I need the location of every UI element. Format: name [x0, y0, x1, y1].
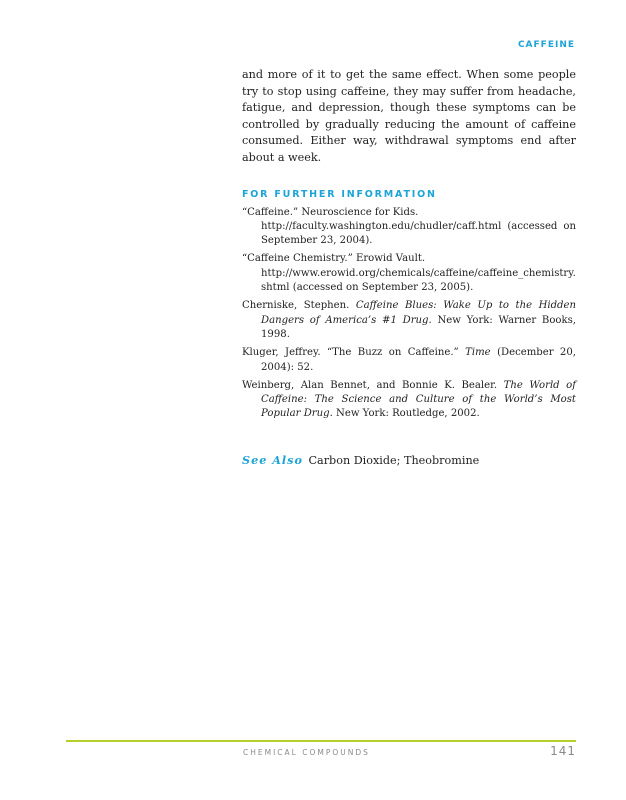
reference-lead: “Caffeine Chemistry.” Erowid Vault. — [242, 253, 426, 265]
reference-access-date: (accessed on September 23, 2005). — [292, 282, 474, 294]
footer-book-title: CHEMICAL COMPOUNDS — [243, 748, 370, 757]
reference-item — [242, 346, 576, 375]
reference-publisher: (December 20, 2004): 52. — [261, 347, 576, 373]
reference-item — [242, 299, 576, 342]
reference-publisher: New York: Warner Books, 1998. — [261, 314, 576, 340]
further-info-heading: FOR FURTHER INFORMATION — [242, 188, 437, 200]
reference-publisher: New York: Routledge, 2002. — [336, 408, 480, 420]
page-content — [242, 67, 576, 469]
reference-author: Kluger, Jeffrey. “The Buzz on Caffeine.” — [242, 347, 459, 359]
reference-title: The World of Caffeine: The Science and Culture of the World’s Most Popular Drug. — [261, 379, 576, 420]
body-paragraph: and more of it to get the same effect. When some people try to stop using caffeine, they may suffer from headache, fatigue, and depression, though these symptoms can be controlled by gradually reducing the amount of caffeine consumed. Either way, withdrawal symptoms end after about a week. — [242, 68, 576, 164]
reference-list — [242, 206, 576, 422]
see-also — [242, 452, 576, 469]
footer-rule — [66, 740, 576, 742]
reference-item — [242, 252, 576, 295]
reference-author: Weinberg, Alan Bennet, and Bonnie K. Bealer. — [242, 379, 498, 391]
reference-url[interactable]: http://faculty.washington.edu/chudler/caff.html — [261, 220, 502, 232]
page-number: 141 — [550, 744, 576, 758]
reference-title: Time — [465, 347, 491, 359]
see-also-links[interactable]: Carbon Dioxide; Theobromine — [308, 453, 480, 467]
reference-access-date: (accessed on September 23, 2004). — [261, 220, 576, 247]
see-also-label: See Also — [242, 452, 303, 467]
reference-item — [242, 379, 576, 422]
reference-title: Caffeine Blues: Wake Up to the Hidden Dangers of America’s #1 Drug. — [261, 300, 576, 326]
reference-author: Cherniske, Stephen. — [242, 300, 350, 312]
running-head: CAFFEINE — [517, 40, 575, 50]
reference-lead: “Caffeine.” Neuroscience for Kids. — [242, 206, 419, 218]
reference-item — [242, 206, 576, 249]
reference-url[interactable]: http://www.erowid.org/chemicals/caffeine/caffeine_chemistry.shtml — [261, 267, 576, 294]
